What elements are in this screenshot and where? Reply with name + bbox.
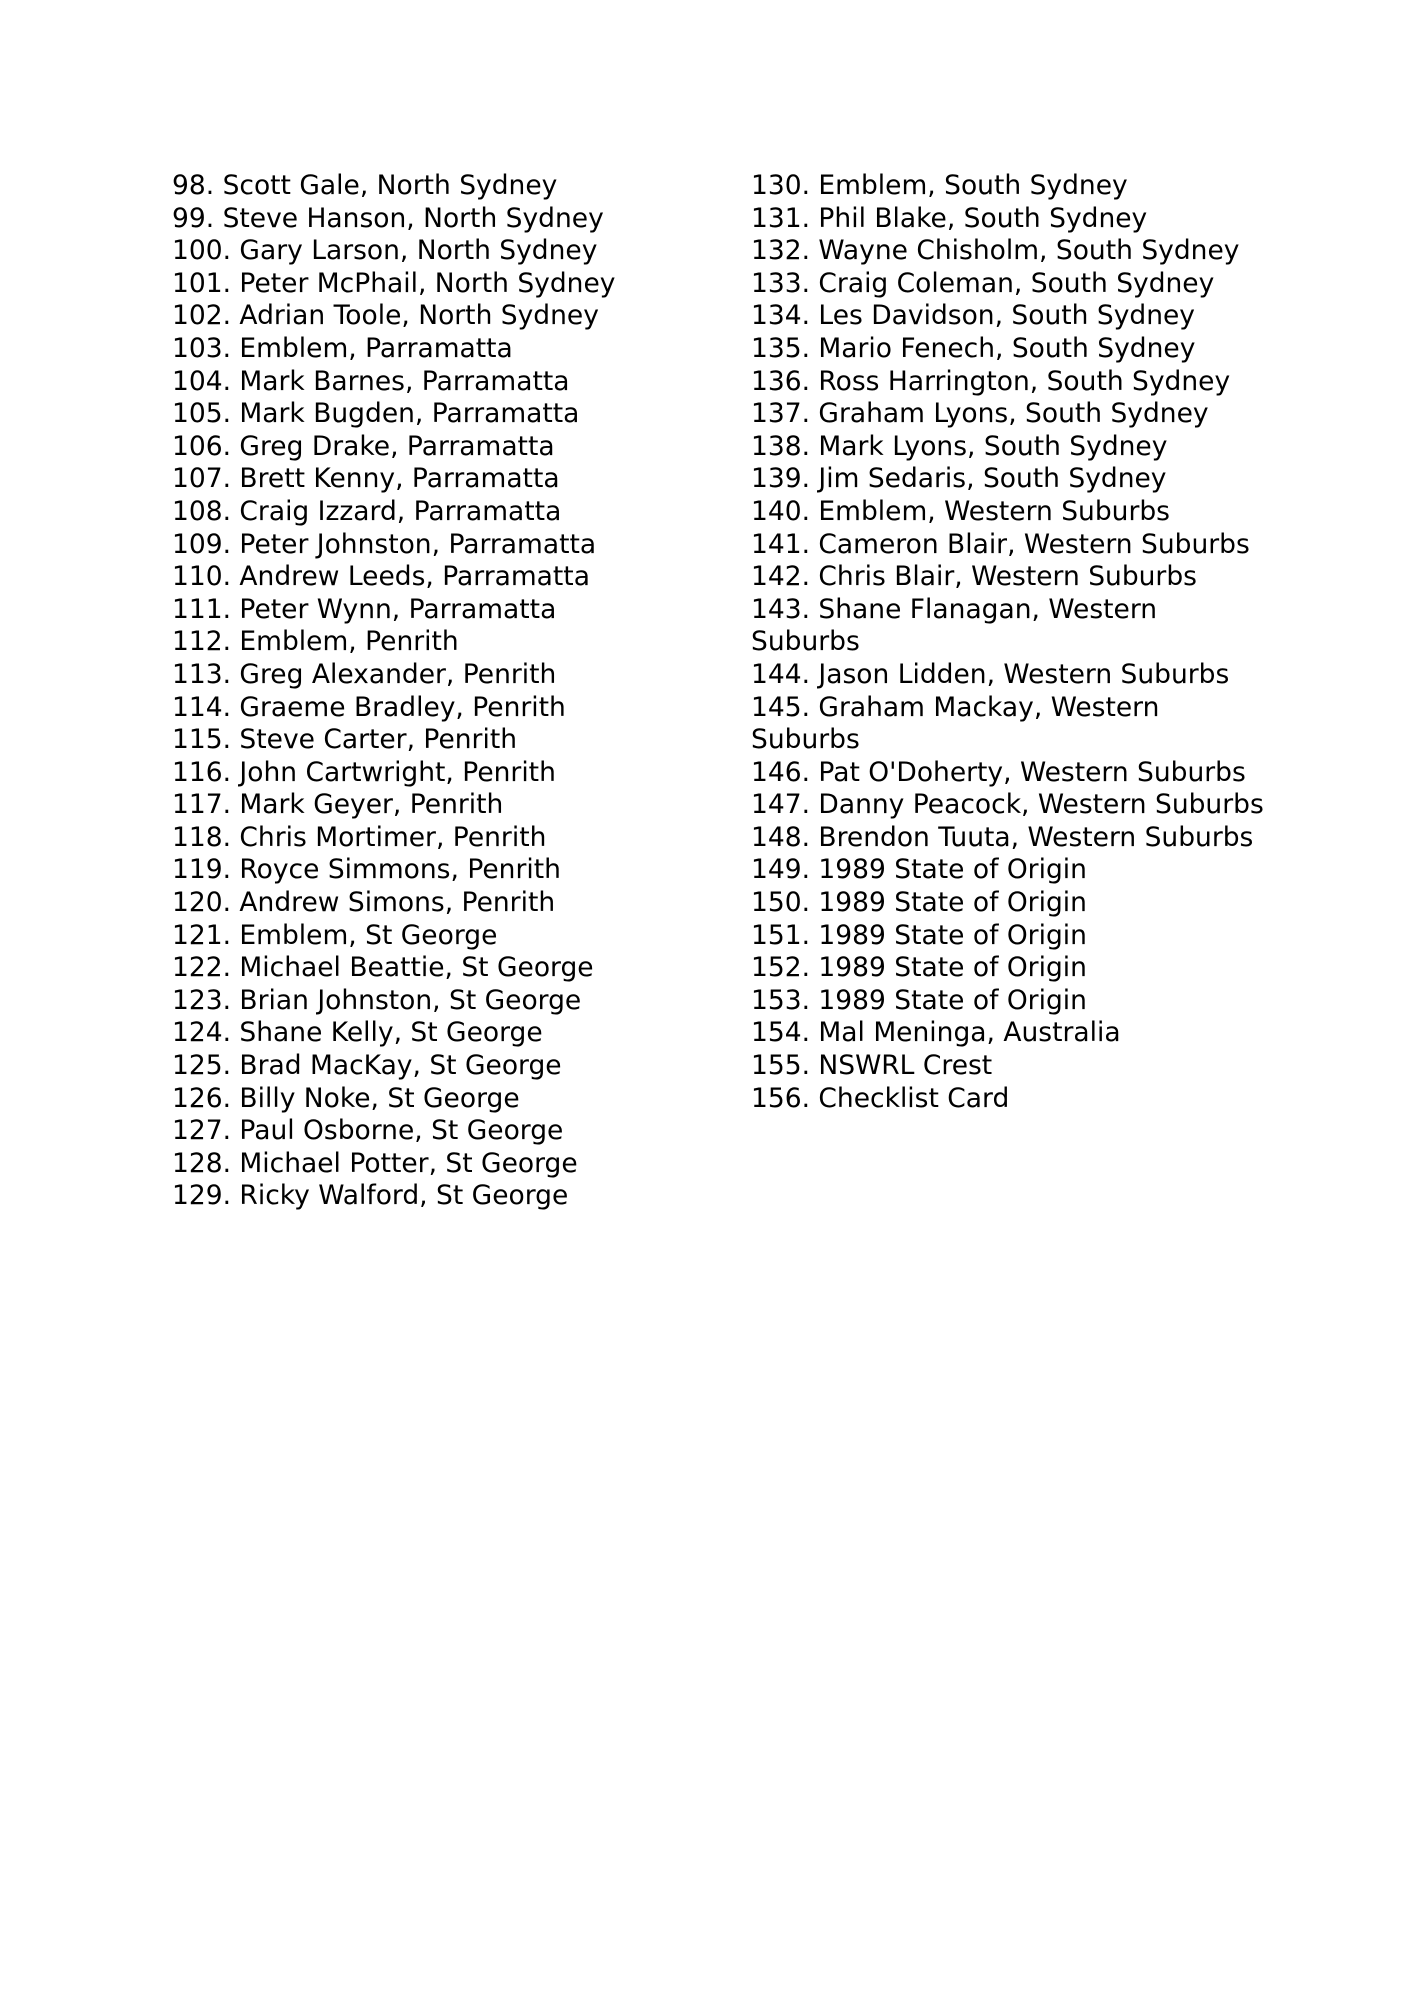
checklist-item: 126. Billy Noke, St George: [172, 1082, 520, 1114]
checklist-item: 134. Les Davidson, South Sydney: [751, 300, 1195, 332]
checklist-item: 143. Shane Flanagan, Western Suburbs: [751, 593, 1158, 658]
checklist-item: 138. Mark Lyons, South Sydney: [751, 430, 1168, 462]
checklist-item: 136. Ross Harrington, South Sydney: [751, 365, 1231, 397]
checklist-right-column: [751, 170, 1271, 1115]
checklist-item: 151. 1989 State of Origin: [751, 919, 1087, 951]
checklist-item: 123. Brian Johnston, St George: [172, 984, 582, 1016]
checklist-item: 140. Emblem, Western Suburbs: [751, 495, 1170, 527]
checklist-item: 148. Brendon Tuuta, Western Suburbs: [751, 821, 1254, 853]
checklist-item: 113. Greg Alexander, Penrith: [172, 658, 557, 690]
checklist-item: 133. Craig Coleman, South Sydney: [751, 267, 1215, 299]
checklist-item: 149. 1989 State of Origin: [751, 854, 1087, 886]
checklist-item: 103. Emblem, Parramatta: [172, 332, 513, 364]
checklist-item: 150. 1989 State of Origin: [751, 887, 1087, 919]
checklist-item: 104. Mark Barnes, Parramatta: [172, 365, 570, 397]
checklist-item: 137. Graham Lyons, South Sydney: [751, 398, 1209, 430]
checklist-item: 127. Paul Osborne, St George: [172, 1115, 564, 1147]
checklist-item: 101. Peter McPhail, North Sydney: [172, 267, 616, 299]
checklist-item: 152. 1989 State of Origin: [751, 952, 1087, 984]
checklist-item: 147. Danny Peacock, Western Suburbs: [751, 789, 1264, 821]
checklist-item: 98. Scott Gale, North Sydney: [172, 170, 558, 201]
checklist-item: 131. Phil Blake, South Sydney: [751, 202, 1148, 234]
checklist-item: 146. Pat O'Doherty, Western Suburbs: [751, 756, 1246, 788]
checklist-item: 125. Brad MacKay, St George: [172, 1050, 562, 1082]
checklist-item: 115. Steve Carter, Penrith: [172, 724, 518, 756]
checklist-item: 135. Mario Fenech, South Sydney: [751, 332, 1196, 364]
checklist-item: 112. Emblem, Penrith: [172, 626, 459, 658]
checklist-item: 130. Emblem, South Sydney: [751, 170, 1128, 201]
checklist-item: 114. Graeme Bradley, Penrith: [172, 691, 566, 723]
checklist-item: 109. Peter Johnston, Parramatta: [172, 528, 597, 560]
checklist-item: 120. Andrew Simons, Penrith: [172, 887, 556, 919]
checklist-item: 144. Jason Lidden, Western Suburbs: [751, 658, 1230, 690]
checklist-item: 132. Wayne Chisholm, South Sydney: [751, 235, 1240, 267]
checklist-item: 118. Chris Mortimer, Penrith: [172, 821, 547, 853]
checklist-item: 155. NSWRL Crest: [751, 1050, 993, 1082]
checklist-left-column: [172, 170, 732, 1213]
checklist-item: 119. Royce Simmons, Penrith: [172, 854, 561, 886]
checklist-item: 102. Adrian Toole, North Sydney: [172, 300, 599, 332]
checklist-item: 121. Emblem, St George: [172, 919, 498, 951]
checklist-item: 122. Michael Beattie, St George: [172, 952, 594, 984]
checklist-item: 156. Checklist Card: [751, 1082, 1010, 1114]
checklist-item: 129. Ricky Walford, St George: [172, 1180, 569, 1212]
checklist-item: 116. John Cartwright, Penrith: [172, 756, 556, 788]
checklist-item: 110. Andrew Leeds, Parramatta: [172, 561, 590, 593]
checklist-item: 106. Greg Drake, Parramatta: [172, 430, 555, 462]
checklist-item: 117. Mark Geyer, Penrith: [172, 789, 504, 821]
checklist-item: 108. Craig Izzard, Parramatta: [172, 495, 562, 527]
checklist-item: 154. Mal Meninga, Australia: [751, 1017, 1121, 1049]
checklist-item: 139. Jim Sedaris, South Sydney: [751, 463, 1167, 495]
checklist-item: 100. Gary Larson, North Sydney: [172, 235, 598, 267]
checklist-item: 124. Shane Kelly, St George: [172, 1017, 543, 1049]
checklist-item: 107. Brett Kenny, Parramatta: [172, 463, 560, 495]
checklist-item: 145. Graham Mackay, Western Suburbs: [751, 691, 1160, 756]
checklist-item: 99. Steve Hanson, North Sydney: [172, 202, 604, 234]
checklist-item: 142. Chris Blair, Western Suburbs: [751, 561, 1197, 593]
checklist-item: 141. Cameron Blair, Western Suburbs: [751, 528, 1250, 560]
checklist-item: 153. 1989 State of Origin: [751, 984, 1087, 1016]
checklist-item: 128. Michael Potter, St George: [172, 1147, 578, 1179]
checklist-item: 105. Mark Bugden, Parramatta: [172, 398, 580, 430]
checklist-item: 111. Peter Wynn, Parramatta: [172, 593, 557, 625]
